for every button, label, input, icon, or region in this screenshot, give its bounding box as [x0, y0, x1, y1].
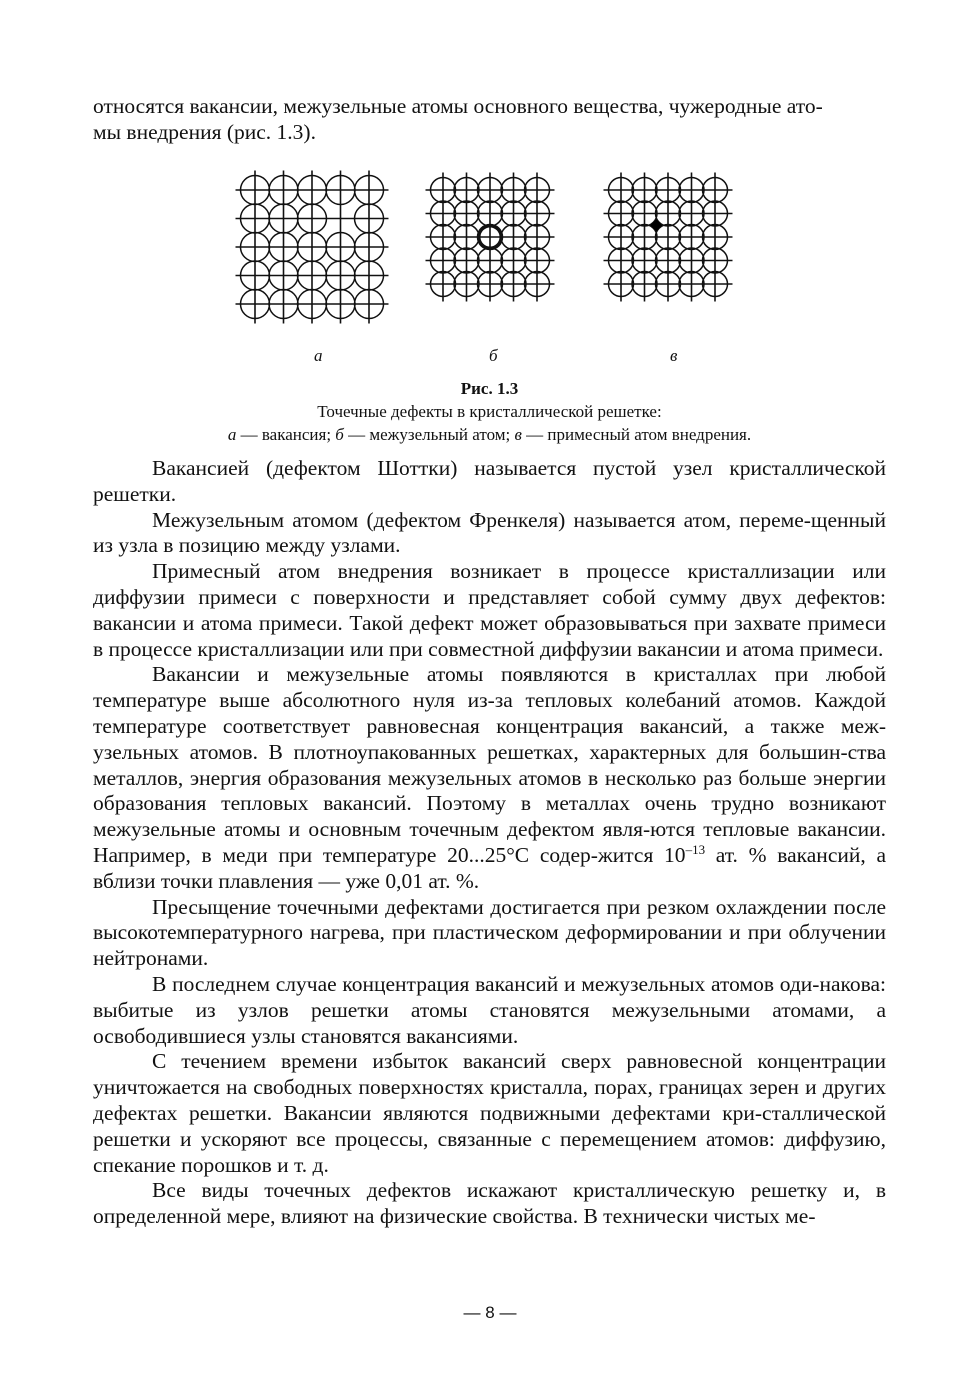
paragraph-impurity-definition: Примесный атом внедрения возникает в процессе кристаллизации или диффузии примеси с поверхности и представляет собой сумму двух дефектов: вакансии и атома примеси. Такой дефект может образовываться при захвате примеси в процессе кристаллизации или при совместной диффузии вакансии и атома примеси. [93, 559, 886, 661]
figure-1-3 [0, 0, 980, 444]
figure-caption-legend [93, 424, 886, 445]
lattice-impurity-diagram [603, 172, 733, 317]
body-text [93, 456, 886, 1230]
paragraph-supersaturation: Пресыщение точечными дефектами достигается при резком охлаждении после высокотемпературного нагрева, при пластическом деформировании и при облучении нейтронами. [93, 894, 886, 971]
legend-text-c: — примесный атом внедрения. [521, 425, 752, 444]
legend-key-c: в [514, 425, 522, 444]
intro-line-1: относятся вакансии, межузельные атомы основного вещества, чужеродные ато- [93, 94, 823, 118]
panel-label-c: в [670, 346, 678, 365]
p4-text-after: ат. % вакансий, а вблизи точки плавления — уже 0,01 ат. %. [93, 842, 886, 893]
lattice-interstitial-diagram [425, 172, 555, 317]
intro-line-2: мы внедрения (рис. 1.3). [93, 119, 316, 144]
legend-key-b: б [335, 425, 344, 444]
figure-caption-text: Точечные дефекты в кристаллической решетке: [317, 402, 662, 421]
paragraph-interstitial-definition: Межузельным атомом (дефектом Френкеля) называется атом, переме-щенный из узла в позицию между узлами. [93, 507, 886, 558]
panel-label-a: а [314, 346, 323, 365]
legend-key-a: а [227, 425, 237, 444]
p4-exponent: –13 [685, 841, 706, 857]
figure-caption-title: Рис. 1.3 [460, 379, 519, 398]
p4-text-before: Вакансии и межузельные атомы появляются в кристаллах при любой температуре выше абсолютного нуля из-за тепловых колебаний атомов. Каждой температуре соответствует равновесная концентрация вакансий, а также меж-узельных атомов. В плотноупакованных решетках, характерных для большин-ства металлов, энергия образования межузельных атомов в несколько раз больше энергии образования тепловых вакансий. Поэтому в металлах очень трудно возникают межузельные атомы и основным точечным дефектом явля-ются тепловые вакансии. Например, в меди при температуре 20...25°С содер-жится 10 [93, 662, 886, 867]
paragraph-thermal-vacancies [93, 662, 886, 894]
legend-text-b: — межузельный атом; [343, 425, 515, 444]
paragraph-annihilation: С течением времени избыток вакансий сверх равновесной концентрации уничтожается на свободных поверхностях кристалла, порах, границах зерен и других дефектах решетки. Вакансии являются подвижными дефектами кри-сталлической решетки и ускоряют все процессы, связанные с перемещением атомов: диффузию, спекание порошков и т. д. [93, 1049, 886, 1177]
legend-text-a: — вакансия; [236, 425, 336, 444]
page-number: — 8 — [463, 1303, 517, 1322]
paragraph-irradiation: В последнем случае концентрация вакансий и межузельных атомов оди-накова: выбитые из узлов решетки атомы становятся межузельными атомами, а освободившиеся узлы становятся вакансиями. [93, 971, 886, 1048]
paragraph-vacancy-definition: Вакансией (дефектом Шоттки) называется пустой узел кристаллической решетки. [93, 456, 886, 506]
impurity-atom [650, 219, 662, 231]
lattice-vacancy-diagram [233, 168, 393, 338]
panel-label-b: б [489, 346, 498, 365]
paragraph-property-effects: Все виды точечных дефектов искажают кристаллическую решетку и, в определенной мере, влияют на физические свойства. В технически чистых ме- [93, 1178, 886, 1229]
